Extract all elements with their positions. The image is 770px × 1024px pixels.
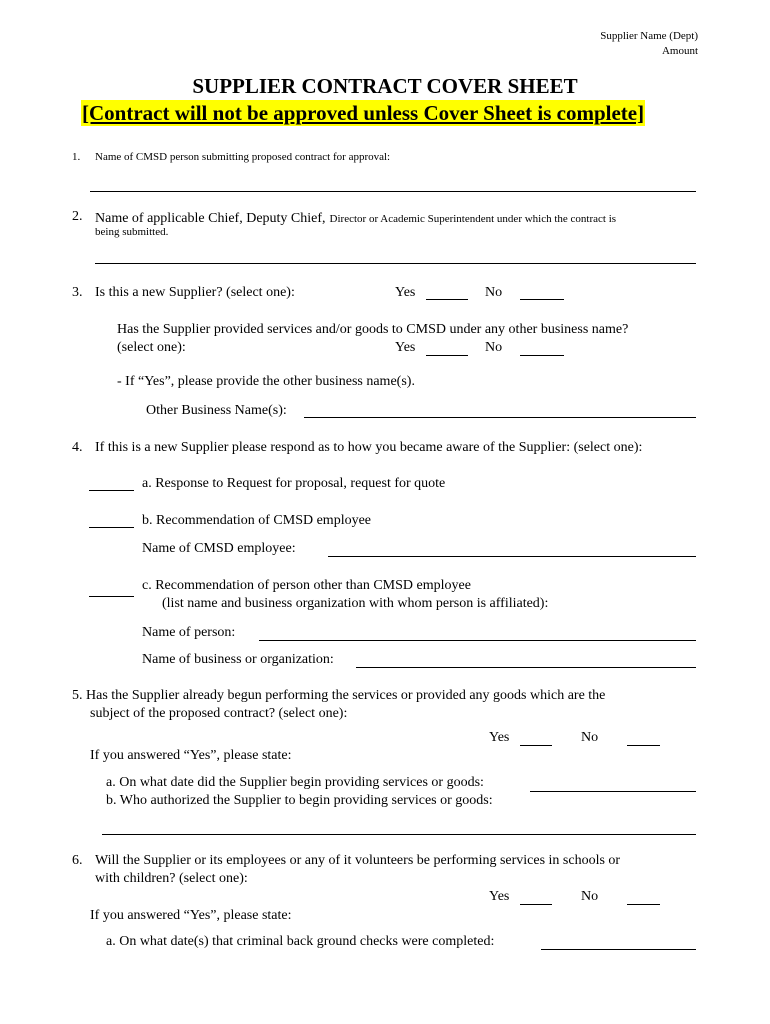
q6-yes-blank[interactable] <box>520 904 552 905</box>
q3-other-yes-label: Yes <box>395 340 416 355</box>
q3-number: 3. <box>72 285 83 300</box>
q3-yes-label: Yes <box>395 285 416 300</box>
q5-b-text: b. Who authorized the Supplier to begin providing services or goods: <box>106 793 493 808</box>
q6-a-text: a. On what date(s) that criminal back ground checks were completed: <box>106 934 495 949</box>
q3-other-name-question: Has the Supplier provided services and/or goods to CMSD under any other business name? <box>117 322 629 337</box>
q5-no-blank[interactable] <box>627 745 660 746</box>
q4-option-c: c. Recommendation of person other than CMSD employee <box>142 578 471 593</box>
q3-text: Is this a new Supplier? (select one): <box>95 285 295 300</box>
q6-yes-label: Yes <box>489 889 510 904</box>
q4-text: If this is a new Supplier please respond as to how you became aware of the Supplier: (select one): <box>95 440 643 455</box>
q3-yes-blank[interactable] <box>426 299 468 300</box>
q6-number: 6. <box>72 853 83 868</box>
q4-person-label: Name of person: <box>142 625 236 640</box>
q5-a-line[interactable] <box>530 791 696 792</box>
q5-text: 5. Has the Supplier already begun performing the services or provided any goods which are the <box>72 688 606 703</box>
q3-if-yes-text: - If “Yes”, please provide the other business name(s). <box>117 374 415 389</box>
q1-text: Name of CMSD person submitting proposed contract for approval: <box>95 151 391 163</box>
q2-answer-line[interactable] <box>95 263 696 264</box>
q3-other-name-select: (select one): <box>117 340 186 355</box>
q4-org-label: Name of business or organization: <box>142 652 334 667</box>
q4-c-blank[interactable] <box>89 596 134 597</box>
q2-text-large: Name of applicable Chief, Deputy Chief, <box>95 211 326 226</box>
q6-text-cont: with children? (select one): <box>95 871 248 886</box>
q4-option-b: b. Recommendation of CMSD employee <box>142 513 372 528</box>
q6-text: Will the Supplier or its employees or any of it volunteers be performing services in schools or <box>95 853 621 868</box>
q3-no-label: No <box>485 285 503 300</box>
q5-yes-blank[interactable] <box>520 745 552 746</box>
q2-text-small: Director or Academic Superintendent under which the contract is <box>329 213 617 225</box>
q2-number: 2. <box>72 209 83 224</box>
q6-a-line[interactable] <box>541 949 696 950</box>
q3-other-names-label: Other Business Name(s): <box>146 403 287 418</box>
q3-other-names-line[interactable] <box>304 417 696 418</box>
q2-text-cont: being submitted. <box>95 226 169 238</box>
q3-other-yes-blank[interactable] <box>426 355 468 356</box>
q3-other-no-label: No <box>485 340 503 355</box>
amount-label: Amount <box>661 45 698 57</box>
q6-no-blank[interactable] <box>627 904 660 905</box>
q4-employee-line[interactable] <box>328 556 696 557</box>
q5-yes-label: Yes <box>489 730 510 745</box>
page-subtitle: [Contract will not be approved unless Cover Sheet is complete] <box>82 101 645 125</box>
q5-a-text: a. On what date did the Supplier begin providing services or goods: <box>106 775 484 790</box>
q4-b-blank[interactable] <box>89 527 134 528</box>
q5-b-line[interactable] <box>102 834 696 835</box>
q2-text <box>95 209 616 227</box>
q5-no-label: No <box>581 730 599 745</box>
q4-employee-label: Name of CMSD employee: <box>142 541 296 556</box>
q4-org-line[interactable] <box>356 667 696 668</box>
q5-if-yes-text: If you answered “Yes”, please state: <box>90 748 292 763</box>
q5-text-cont: subject of the proposed contract? (select one): <box>90 706 348 721</box>
page-title: SUPPLIER CONTRACT COVER SHEET <box>192 74 578 98</box>
q3-other-no-blank[interactable] <box>520 355 564 356</box>
q4-option-a: a. Response to Request for proposal, request for quote <box>142 476 446 491</box>
supplier-name-label: Supplier Name (Dept) <box>600 30 698 42</box>
q1-number: 1. <box>72 151 81 163</box>
q4-option-c-detail: (list name and business organization with whom person is affiliated): <box>162 596 549 611</box>
q6-if-yes-text: If you answered “Yes”, please state: <box>90 908 292 923</box>
q4-person-line[interactable] <box>259 640 696 641</box>
q4-number: 4. <box>72 440 83 455</box>
q6-no-label: No <box>581 889 599 904</box>
q1-answer-line[interactable] <box>90 191 696 192</box>
q4-a-blank[interactable] <box>89 490 134 491</box>
q3-no-blank[interactable] <box>520 299 564 300</box>
